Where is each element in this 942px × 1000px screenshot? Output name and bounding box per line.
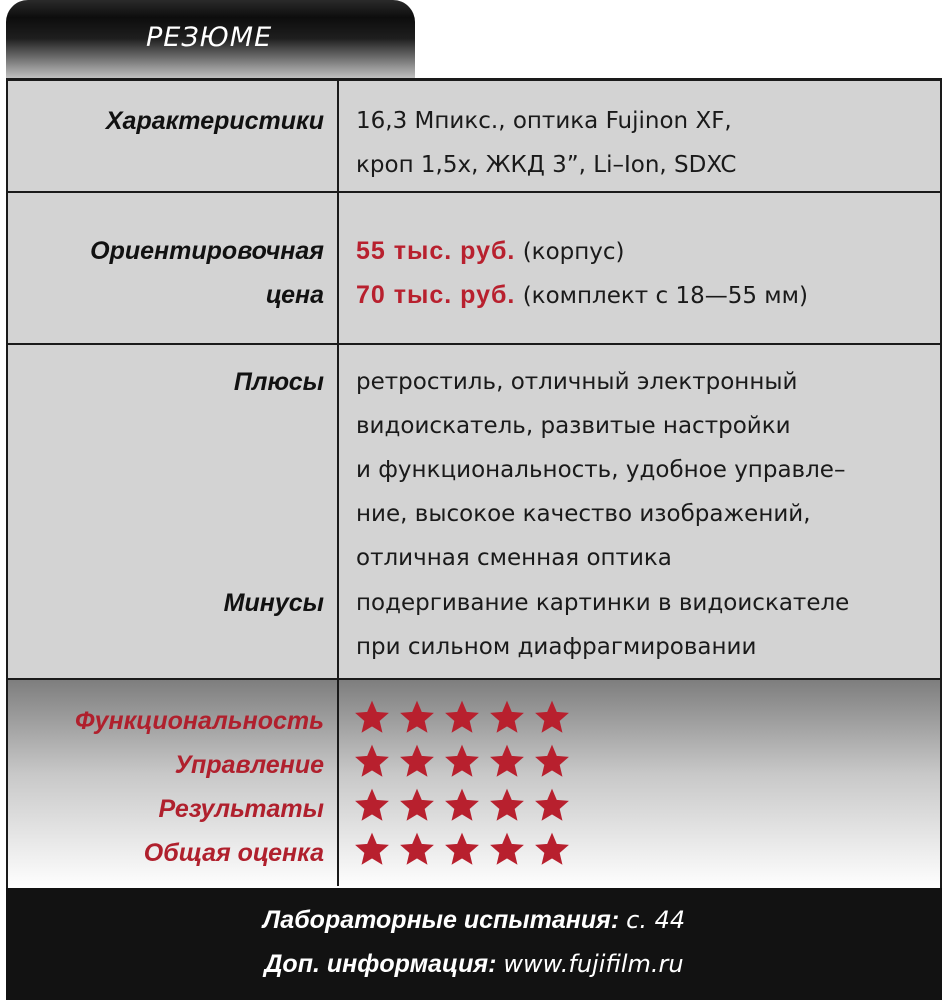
footer-lab-value: с. 44	[626, 906, 686, 934]
star-icon	[490, 788, 524, 822]
star-icon	[400, 744, 434, 778]
cons-label: Минусы	[223, 589, 324, 617]
price-label: Ориентировочная	[90, 237, 324, 265]
star-icon	[490, 744, 524, 778]
star-icon	[355, 788, 389, 822]
summary-table	[6, 78, 942, 888]
rating-stars-control	[355, 739, 580, 783]
cons-line: подергивание картинки в видоискателе	[356, 590, 850, 616]
star-icon	[445, 832, 479, 866]
star-icon	[535, 788, 569, 822]
star-icon	[445, 744, 479, 778]
row-divider	[8, 191, 940, 193]
star-icon	[445, 700, 479, 734]
pros-line: видоискатель, развитые настройки	[356, 413, 791, 439]
star-icon	[355, 744, 389, 778]
rating-label-results: Результаты	[158, 795, 324, 823]
pros-line: и функциональность, удобное управле–	[356, 457, 846, 483]
star-icon	[400, 788, 434, 822]
summary-card	[6, 0, 942, 1000]
header-tab	[6, 0, 415, 80]
star-icon	[355, 832, 389, 866]
star-icon	[490, 832, 524, 866]
rating-stars-results	[355, 783, 580, 827]
rating-label-overall: Общая оценка	[143, 839, 324, 867]
rating-label-functionality: Функциональность	[75, 707, 324, 735]
column-divider	[337, 81, 339, 886]
pros-label: Плюсы	[233, 368, 324, 396]
price-amount: 55 тыс. руб.	[356, 237, 516, 265]
row-divider	[8, 343, 940, 345]
price-line-body	[356, 229, 625, 274]
price-amount: 70 тыс. руб.	[356, 281, 516, 309]
specs-line: 16,3 Мпикс., оптика Fujinon XF,	[356, 108, 732, 134]
star-icon	[400, 700, 434, 734]
price-note: (корпус)	[522, 239, 625, 265]
star-icon	[445, 788, 479, 822]
row-divider	[8, 678, 940, 680]
pros-line: ние, высокое качество изображений,	[356, 501, 811, 527]
star-icon	[490, 700, 524, 734]
price-note: (комплект с 18—55 мм)	[522, 283, 808, 309]
star-icon	[535, 744, 569, 778]
footer-lab-line	[6, 898, 942, 942]
footer	[6, 888, 942, 1000]
footer-info-link[interactable]: www.fujifilm.ru	[503, 950, 684, 978]
footer-info-label: Доп. информация:	[264, 950, 497, 978]
rating-label-control: Управление	[174, 751, 324, 779]
price-line-kit	[356, 273, 808, 318]
specs-label: Характеристики	[105, 107, 324, 135]
price-label: цена	[265, 281, 324, 309]
pros-line: ретростиль, отличный электронный	[356, 369, 798, 395]
star-icon	[535, 832, 569, 866]
footer-lab-label: Лабораторные испытания:	[262, 906, 620, 934]
rating-stars-functionality	[355, 695, 580, 739]
cons-line: при сильном диафрагмировании	[356, 634, 757, 660]
footer-info-line	[6, 942, 942, 986]
specs-line: кроп 1,5x, ЖКД 3”, Li–Ion, SDXC	[356, 152, 737, 178]
pros-line: отличная сменная оптика	[356, 545, 672, 571]
header-title: РЕЗЮМЕ	[146, 22, 273, 53]
rating-stars-overall	[355, 827, 580, 871]
star-icon	[400, 832, 434, 866]
star-icon	[535, 700, 569, 734]
star-icon	[355, 700, 389, 734]
